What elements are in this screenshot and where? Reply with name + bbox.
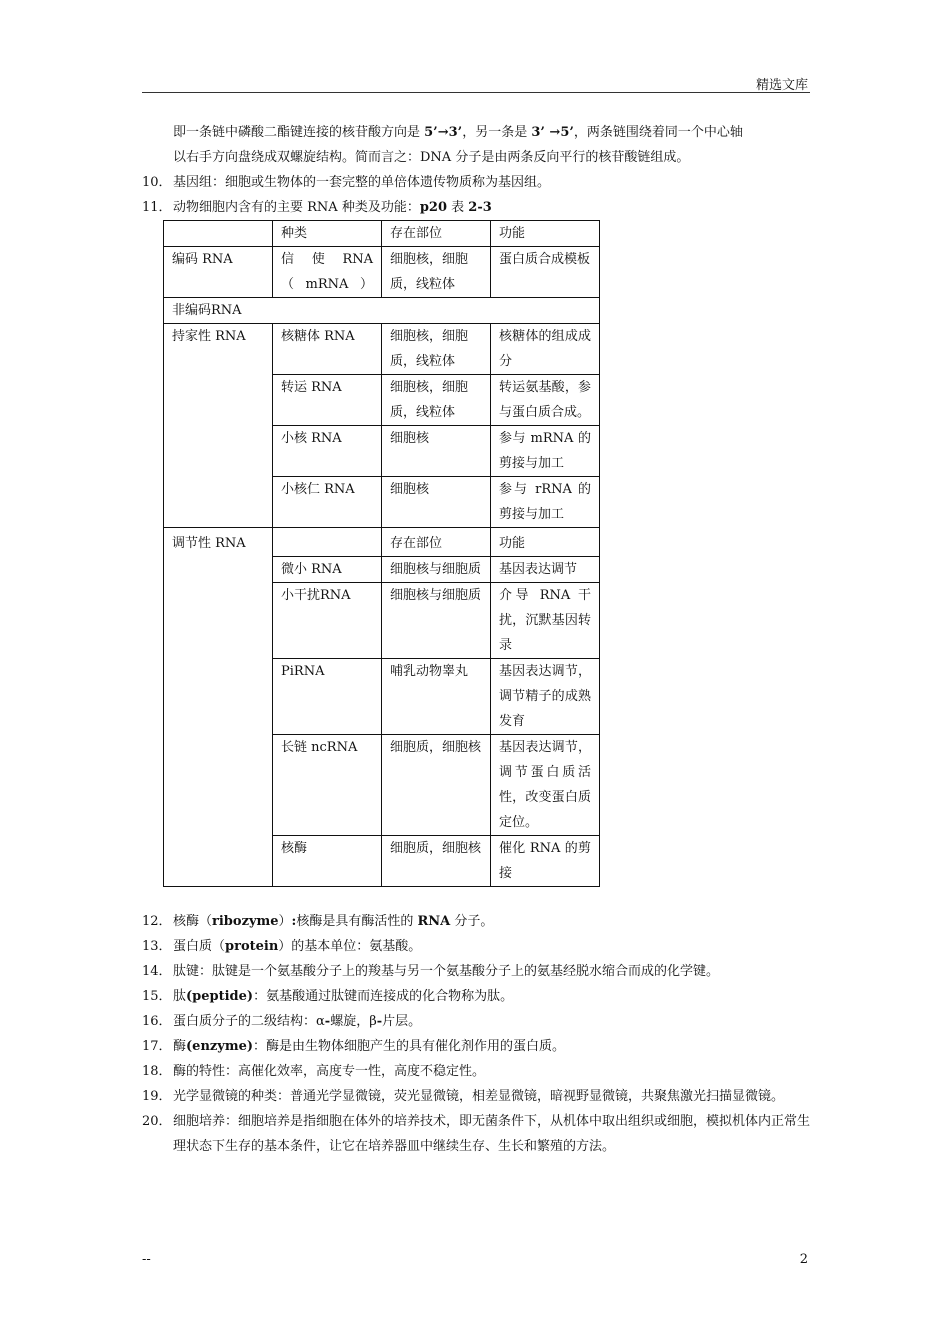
table-cell: 基因表达调节，调节精子的成熟发育 bbox=[491, 659, 600, 735]
item-text-part: 蛋白质（ bbox=[173, 939, 226, 954]
item-bold: : bbox=[291, 914, 297, 929]
list-item-13 bbox=[142, 934, 810, 959]
table-cell: 存在部位 bbox=[382, 221, 491, 247]
item-bold: - bbox=[376, 1014, 383, 1029]
item-text: 光学显微镜的种类：普通光学显微镜，荧光显微镜，相差显微镜，暗视野显微镜，共聚焦激光扫描显微镜。 bbox=[173, 1089, 785, 1104]
intro-bold: 3’ →5’ bbox=[531, 125, 574, 140]
item-text bbox=[173, 909, 810, 934]
table-cell: PiRNA bbox=[273, 659, 382, 735]
table-cell: 核糖体 RNA bbox=[273, 324, 382, 375]
item-text bbox=[173, 195, 810, 220]
item-number: 11． bbox=[142, 200, 172, 215]
item-text-part: 肽 bbox=[173, 989, 187, 1004]
rna-types-table bbox=[163, 220, 600, 887]
item-bold: (enzyme) bbox=[186, 1039, 254, 1054]
table-cell bbox=[273, 528, 382, 557]
table-cell: 转运 RNA bbox=[273, 375, 382, 426]
table-cell: 长链 ncRNA bbox=[273, 735, 382, 836]
header-rule bbox=[142, 92, 810, 93]
list-item-10 bbox=[142, 170, 810, 195]
table-cell: 种类 bbox=[273, 221, 382, 247]
table-cell: 细胞核 bbox=[382, 477, 491, 528]
item-text bbox=[173, 984, 810, 1009]
table-cell: 细胞核，细胞质，线粒体 bbox=[382, 375, 491, 426]
table-cell: 基因表达调节，调节蛋白质活性，改变蛋白质定位。 bbox=[491, 735, 600, 836]
item-number: 15． bbox=[142, 989, 172, 1004]
item-bold: 2-3 bbox=[468, 200, 492, 215]
list-item-18 bbox=[142, 1059, 810, 1084]
item-text-part: ） bbox=[278, 914, 292, 929]
item-text bbox=[173, 1034, 810, 1059]
item-text-part: ：酶是由生物体细胞产生的具有催化剂作用的蛋白质。 bbox=[253, 1039, 566, 1054]
table-row bbox=[164, 247, 600, 298]
item-text-part: 蛋白质分子的二级结构：α bbox=[173, 1014, 325, 1029]
item-text-part: 核酶（ bbox=[173, 914, 213, 929]
item-text bbox=[173, 1009, 810, 1034]
list-item-15 bbox=[142, 984, 810, 1009]
table-group-label: 调节性 RNA bbox=[164, 528, 273, 887]
item-bold: RNA bbox=[417, 914, 451, 929]
item-bold: (peptide) bbox=[186, 989, 254, 1004]
intro-text: ，两条链围绕着同一个中心轴 bbox=[573, 125, 743, 140]
table-cell: 微小 RNA bbox=[273, 557, 382, 583]
item-number: 13． bbox=[142, 939, 172, 954]
list-item-17 bbox=[142, 1034, 810, 1059]
item-text: 酶的特性：高催化效率，高度专一性，高度不稳定性。 bbox=[173, 1064, 486, 1079]
table-cell: 细胞核与细胞质 bbox=[382, 557, 491, 583]
intro-line-1 bbox=[142, 120, 810, 145]
table-cell: 细胞质，细胞核 bbox=[382, 735, 491, 836]
item-text bbox=[173, 934, 810, 959]
item-text-part: 动物细胞内含有的主要 RNA 种类及功能： bbox=[173, 200, 420, 215]
table-cell: 功能 bbox=[491, 528, 600, 557]
table-cell: 细胞核 bbox=[382, 426, 491, 477]
item-text-part: 核酶是具有酶活性的 bbox=[296, 914, 418, 929]
table-cell: 介导 RNA 干扰，沉默基因转录 bbox=[491, 583, 600, 659]
item-bold: - bbox=[324, 1014, 331, 1029]
item-number: 20． bbox=[142, 1114, 172, 1129]
item-number: 19． bbox=[142, 1089, 172, 1104]
item-text-part: ）的基本单位：氨基酸。 bbox=[278, 939, 422, 954]
table-cell: 哺乳动物睾丸 bbox=[382, 659, 491, 735]
item-number: 18． bbox=[142, 1064, 172, 1079]
list-item-11 bbox=[142, 195, 810, 220]
page-number: 2 bbox=[799, 1252, 808, 1267]
table-cell: 细胞核，细胞质，线粒体 bbox=[382, 324, 491, 375]
table-row bbox=[164, 324, 600, 375]
table-cell: 转运氨基酸，参与蛋白质合成。 bbox=[491, 375, 600, 426]
item-bold: ribozyme bbox=[212, 914, 279, 929]
item-number: 14． bbox=[142, 964, 172, 979]
item-text-part: 片层。 bbox=[382, 1014, 422, 1029]
item-bold: protein bbox=[225, 939, 279, 954]
table-row bbox=[164, 298, 600, 324]
item-number: 12． bbox=[142, 914, 172, 929]
item-text: 细胞培养：细胞培养是指细胞在体外的培养技术，即无菌条件下，从机体中取出组织或细胞，模拟机体内正常生理状态下生存的基本条件，让它在培养器皿中继续生存、生长和繁殖的方法。 bbox=[173, 1114, 811, 1154]
table-cell: 参与 rRNA 的剪接与加工 bbox=[491, 477, 600, 528]
intro-text: 即一条链中磷酸二酯键连接的核苷酸方向是 bbox=[173, 125, 425, 140]
table-section-label: 非编码RNA bbox=[164, 298, 600, 324]
footer-dashes: -- bbox=[142, 1252, 151, 1267]
table-cell: 存在部位 bbox=[382, 528, 491, 557]
table-cell: 参与 mRNA 的剪接与加工 bbox=[491, 426, 600, 477]
list-item-12 bbox=[142, 909, 810, 934]
table-cell: 功能 bbox=[491, 221, 600, 247]
item-text-part: 表 bbox=[447, 200, 469, 215]
item-number: 17． bbox=[142, 1039, 172, 1054]
item-number: 16． bbox=[142, 1014, 172, 1029]
item-text-part: 酶 bbox=[173, 1039, 187, 1054]
table-cell: 编码 RNA bbox=[164, 247, 273, 298]
list-item-14 bbox=[142, 959, 810, 984]
table-row bbox=[164, 528, 600, 557]
list-item-19 bbox=[142, 1084, 810, 1109]
table-cell: 信 使 RNA（mRNA） bbox=[273, 247, 382, 298]
item-text: 肽键：肽键是一个氨基酸分子上的羧基与另一个氨基酸分子上的氨基经脱水缩合而成的化学键。 bbox=[173, 964, 720, 979]
document-body bbox=[142, 120, 810, 1159]
item-text-part: ：氨基酸通过肽键而连接成的化合物称为肽。 bbox=[253, 989, 514, 1004]
table-group-label: 持家性 RNA bbox=[164, 324, 273, 528]
table-cell: 小核仁 RNA bbox=[273, 477, 382, 528]
item-text: 基因组：细胞或生物体的一套完整的单倍体遗传物质称为基因组。 bbox=[173, 175, 551, 190]
table-header-row bbox=[164, 221, 600, 247]
table-cell: 催化 RNA 的剪接 bbox=[491, 836, 600, 887]
table-cell: 细胞核，细胞质，线粒体 bbox=[382, 247, 491, 298]
table-cell: 基因表达调节 bbox=[491, 557, 600, 583]
table-cell: 小干扰RNA bbox=[273, 583, 382, 659]
item-text-part: 分子。 bbox=[450, 914, 494, 929]
intro-bold: 5’→3’ bbox=[424, 125, 463, 140]
header-title: 精选文库 bbox=[755, 78, 808, 93]
list-item-16 bbox=[142, 1009, 810, 1034]
table-cell: 小核 RNA bbox=[273, 426, 382, 477]
item-number: 10． bbox=[142, 175, 172, 190]
intro-line-2: 以右手方向盘绕成双螺旋结构。简而言之：DNA 分子是由两条反向平行的核苷酸链组成。 bbox=[173, 150, 690, 165]
intro-text: ，另一条是 bbox=[462, 125, 532, 140]
table-cell bbox=[164, 221, 273, 247]
table-cell: 蛋白质合成模板 bbox=[491, 247, 600, 298]
item-text-part: 螺旋，β bbox=[330, 1014, 377, 1029]
table-cell: 细胞质，细胞核 bbox=[382, 836, 491, 887]
table-cell: 核糖体的组成成分 bbox=[491, 324, 600, 375]
table-cell: 细胞核与细胞质 bbox=[382, 583, 491, 659]
list-item-20 bbox=[142, 1109, 810, 1159]
item-bold: p20 bbox=[419, 200, 448, 215]
table-cell: 核酶 bbox=[273, 836, 382, 887]
